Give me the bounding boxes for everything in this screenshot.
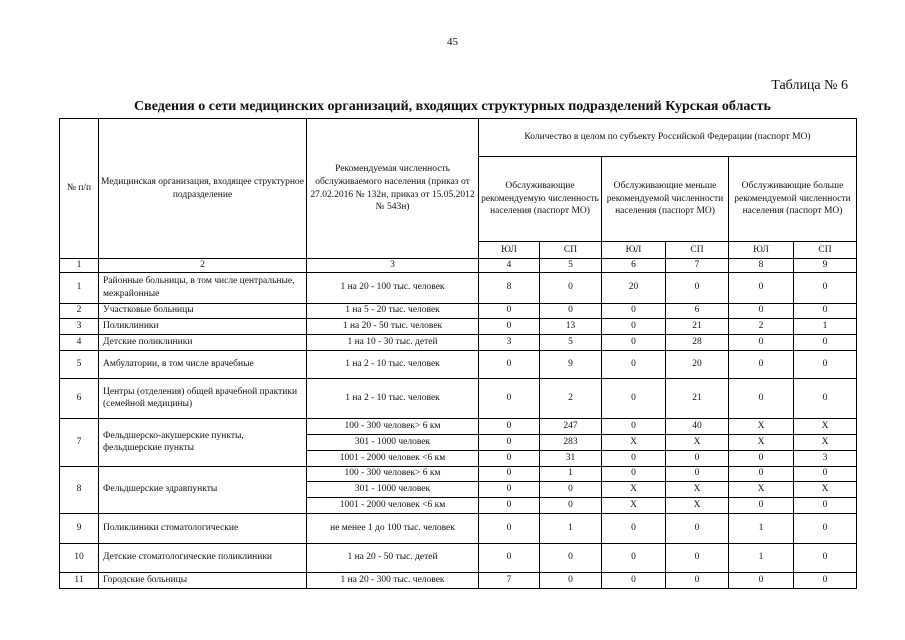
- org-name: Центры (отделения) общей врачебной практики (семейной медицины): [99, 378, 307, 418]
- recommended-value: 1 на 2 - 10 тыс. человек: [307, 378, 479, 418]
- cell-value: X: [729, 481, 794, 497]
- cell-value: 5: [540, 334, 602, 350]
- cell-value: 0: [729, 572, 794, 588]
- cell-value: 0: [540, 303, 602, 318]
- cell-value: 0: [794, 272, 857, 303]
- column-number: 5: [540, 259, 602, 273]
- column-number: 3: [307, 259, 479, 273]
- table-row: [60, 318, 857, 334]
- row-num: 8: [60, 466, 99, 513]
- cell-value: 0: [479, 513, 540, 543]
- row-num: 3: [60, 318, 99, 334]
- cell-value: 0: [794, 378, 857, 418]
- recommended-value: 1 на 20 - 50 тыс. детей: [307, 543, 479, 572]
- cell-value: 2: [540, 378, 602, 418]
- header-org: Медицинская организация, входящее структурное подразделение: [99, 119, 307, 259]
- cell-value: 0: [540, 272, 602, 303]
- cell-value: 0: [794, 543, 857, 572]
- table-row: [60, 418, 857, 434]
- recommended-value: не менее 1 до 100 тыс. человек: [307, 513, 479, 543]
- cell-value: 3: [794, 450, 857, 466]
- cell-value: 0: [479, 466, 540, 481]
- recommended-value: 1001 - 2000 человек <6 км: [307, 497, 479, 513]
- row-num: 7: [60, 418, 99, 466]
- recommended-value: 1 на 20 - 300 тыс. человек: [307, 572, 479, 588]
- cell-value: 0: [479, 418, 540, 434]
- cell-value: 1: [729, 513, 794, 543]
- cell-value: 0: [602, 466, 666, 481]
- cell-value: 1: [540, 513, 602, 543]
- column-number: 1: [60, 259, 99, 273]
- column-number: 6: [602, 259, 666, 273]
- cell-value: 31: [540, 450, 602, 466]
- header-group-recommended: Обслуживающие рекомендуемую численность населения (паспорт МО): [479, 157, 602, 242]
- table-label: Таблица № 6: [771, 78, 848, 93]
- table-row: [60, 466, 857, 481]
- org-name: Городские больницы: [99, 572, 307, 588]
- cell-value: 0: [666, 450, 729, 466]
- cell-value: 0: [794, 334, 857, 350]
- header-yul: ЮЛ: [729, 242, 794, 259]
- cell-value: 0: [602, 450, 666, 466]
- cell-value: X: [666, 497, 729, 513]
- row-num: 10: [60, 543, 99, 572]
- table-row: [60, 334, 857, 350]
- org-name: Детские стоматологические поликлиники: [99, 543, 307, 572]
- cell-value: X: [794, 418, 857, 434]
- cell-value: 0: [602, 318, 666, 334]
- cell-value: 0: [666, 513, 729, 543]
- row-num: 11: [60, 572, 99, 588]
- cell-value: 0: [729, 303, 794, 318]
- cell-value: X: [729, 434, 794, 450]
- table-row: [60, 378, 857, 418]
- cell-value: 9: [540, 350, 602, 378]
- cell-value: 8: [479, 272, 540, 303]
- medical-organizations-table: [59, 118, 857, 589]
- cell-value: 0: [540, 481, 602, 497]
- cell-value: 1: [794, 318, 857, 334]
- cell-value: 40: [666, 418, 729, 434]
- cell-value: 247: [540, 418, 602, 434]
- cell-value: 0: [602, 334, 666, 350]
- cell-value: 0: [666, 272, 729, 303]
- cell-value: 0: [602, 418, 666, 434]
- cell-value: 0: [729, 272, 794, 303]
- cell-value: X: [602, 434, 666, 450]
- header-recommended: Рекомендуемая численность обслуживаемого населения (приказ от 27.02.2016 № 132н, приказ от 15.05.2012 № 543н): [307, 119, 479, 259]
- org-name: Поликлиники: [99, 318, 307, 334]
- org-name: Участковые больницы: [99, 303, 307, 318]
- recommended-value: 301 - 1000 человек: [307, 434, 479, 450]
- cell-value: 0: [602, 543, 666, 572]
- row-num: 6: [60, 378, 99, 418]
- org-name: Фельдшерско-акушерские пункты, фельдшерские пункты: [99, 418, 307, 466]
- cell-value: 0: [729, 497, 794, 513]
- table-row: [60, 272, 857, 303]
- cell-value: 0: [479, 318, 540, 334]
- table-row: [60, 572, 857, 588]
- cell-value: X: [666, 481, 729, 497]
- cell-value: 0: [729, 450, 794, 466]
- cell-value: 0: [479, 434, 540, 450]
- row-num: 4: [60, 334, 99, 350]
- org-name: Фельдшерские здравпункты: [99, 466, 307, 513]
- table-row: [60, 543, 857, 572]
- cell-value: 21: [666, 378, 729, 418]
- table-row: [60, 350, 857, 378]
- cell-value: 0: [794, 350, 857, 378]
- cell-value: 283: [540, 434, 602, 450]
- cell-value: 0: [602, 572, 666, 588]
- cell-value: 0: [479, 450, 540, 466]
- recommended-value: 100 - 300 человек> 6 км: [307, 466, 479, 481]
- cell-value: 1: [729, 543, 794, 572]
- cell-value: X: [602, 481, 666, 497]
- table-row: [60, 303, 857, 318]
- recommended-value: 1 на 2 - 10 тыс. человек: [307, 350, 479, 378]
- header-sp: СП: [666, 242, 729, 259]
- org-name: Амбулатории, в том числе врачебные: [99, 350, 307, 378]
- cell-value: 0: [666, 572, 729, 588]
- cell-value: 20: [666, 350, 729, 378]
- row-num: 1: [60, 272, 99, 303]
- header-total: Количество в целом по субъекту Российской Федерации (паспорт МО): [479, 119, 857, 157]
- header-num: № п/п: [60, 119, 99, 259]
- cell-value: X: [602, 497, 666, 513]
- column-number: 4: [479, 259, 540, 273]
- org-name: Детские поликлиники: [99, 334, 307, 350]
- cell-value: 1: [540, 466, 602, 481]
- recommended-value: 1 на 10 - 30 тыс. детей: [307, 334, 479, 350]
- cell-value: 0: [794, 572, 857, 588]
- cell-value: 0: [479, 481, 540, 497]
- cell-value: 0: [666, 466, 729, 481]
- cell-value: 0: [479, 303, 540, 318]
- column-number: 8: [729, 259, 794, 273]
- cell-value: 28: [666, 334, 729, 350]
- cell-value: 0: [540, 543, 602, 572]
- column-number: 7: [666, 259, 729, 273]
- recommended-value: 1001 - 2000 человек <6 км: [307, 450, 479, 466]
- recommended-value: 100 - 300 человек> 6 км: [307, 418, 479, 434]
- cell-value: 0: [602, 350, 666, 378]
- cell-value: 0: [794, 466, 857, 481]
- cell-value: 0: [729, 466, 794, 481]
- cell-value: 0: [479, 378, 540, 418]
- cell-value: X: [666, 434, 729, 450]
- cell-value: 0: [794, 303, 857, 318]
- org-name: Поликлиники стоматологические: [99, 513, 307, 543]
- org-name: Районные больницы, в том числе центральные, межрайонные: [99, 272, 307, 303]
- header-sp: СП: [794, 242, 857, 259]
- cell-value: 21: [666, 318, 729, 334]
- cell-value: 3: [479, 334, 540, 350]
- cell-value: 0: [479, 350, 540, 378]
- cell-value: X: [794, 481, 857, 497]
- cell-value: 0: [729, 350, 794, 378]
- cell-value: 20: [602, 272, 666, 303]
- cell-value: 7: [479, 572, 540, 588]
- row-num: 2: [60, 303, 99, 318]
- cell-value: 0: [794, 497, 857, 513]
- cell-value: 6: [666, 303, 729, 318]
- header-yul: ЮЛ: [479, 242, 540, 259]
- recommended-value: 1 на 20 - 100 тыс. человек: [307, 272, 479, 303]
- row-num: 5: [60, 350, 99, 378]
- recommended-value: 1 на 5 - 20 тыс. человек: [307, 303, 479, 318]
- cell-value: 0: [602, 513, 666, 543]
- header-group-less: Обслуживающие меньше рекомендуемой численности населения (паспорт МО): [602, 157, 729, 242]
- cell-value: 0: [479, 543, 540, 572]
- cell-value: 0: [729, 378, 794, 418]
- cell-value: 0: [729, 334, 794, 350]
- column-number: 2: [99, 259, 307, 273]
- document-title: Сведения о сети медицинских организаций, входящих структурных подразделений Курская область: [134, 99, 771, 114]
- cell-value: 0: [540, 572, 602, 588]
- header-sp: СП: [540, 242, 602, 259]
- header-yul: ЮЛ: [602, 242, 666, 259]
- cell-value: 0: [602, 303, 666, 318]
- cell-value: 13: [540, 318, 602, 334]
- cell-value: 0: [666, 543, 729, 572]
- cell-value: 0: [602, 378, 666, 418]
- page-number: 45: [447, 36, 458, 48]
- column-number: 9: [794, 259, 857, 273]
- cell-value: X: [794, 434, 857, 450]
- row-num: 9: [60, 513, 99, 543]
- recommended-value: 301 - 1000 человек: [307, 481, 479, 497]
- cell-value: 2: [729, 318, 794, 334]
- table-row: [60, 513, 857, 543]
- cell-value: 0: [794, 513, 857, 543]
- cell-value: 0: [479, 497, 540, 513]
- cell-value: 0: [540, 497, 602, 513]
- recommended-value: 1 на 20 - 50 тыс. человек: [307, 318, 479, 334]
- header-group-more: Обслуживающие больше рекомендуемой численности населения (паспорт МО): [729, 157, 857, 242]
- cell-value: X: [729, 418, 794, 434]
